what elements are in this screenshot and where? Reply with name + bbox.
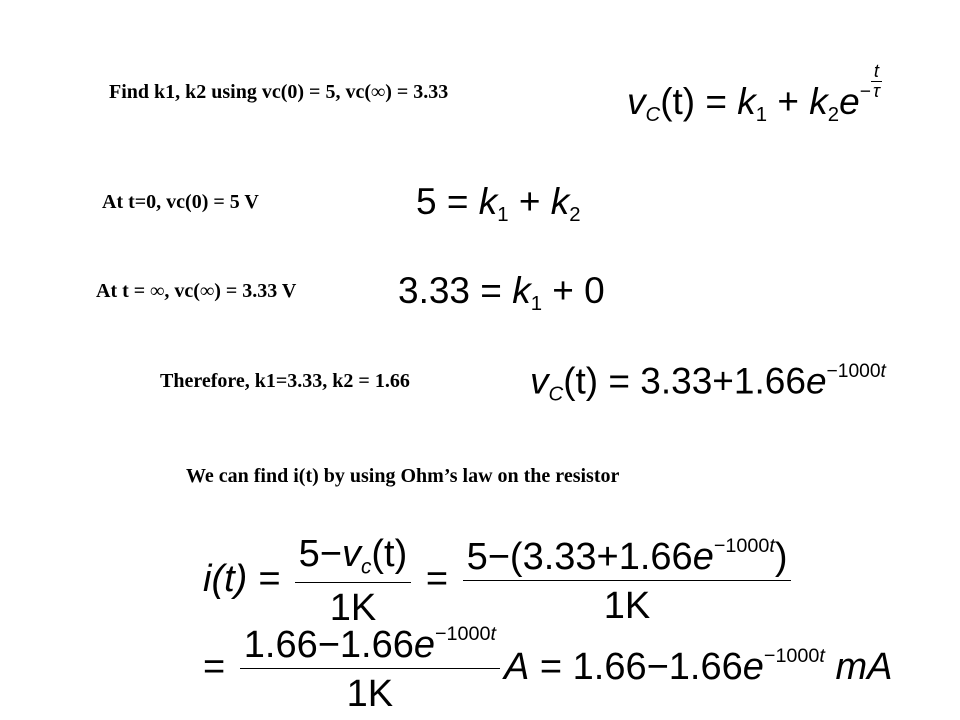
fraction-3 <box>240 625 500 713</box>
fraction-3-numerator <box>240 625 500 669</box>
eq-k1: k <box>737 81 756 123</box>
eq-k1: k <box>478 181 498 222</box>
eq-equals: = <box>203 645 236 688</box>
final-value-equation <box>398 272 605 314</box>
fraction-2-denominator: 1K <box>603 585 651 627</box>
num-arg: (t) <box>371 533 408 575</box>
num-exp-base: e <box>413 623 435 666</box>
current-equation-1 <box>203 533 795 630</box>
therefore-line: Therefore, k1=3.33, k2 = 1.66 <box>160 370 410 392</box>
num-close: ) <box>774 536 788 578</box>
eq-exp-num: t <box>871 62 882 82</box>
num-sub: c <box>360 555 372 579</box>
eq-k1-sub: 1 <box>755 104 768 127</box>
t-infinity-line: At t = ∞, vc(∞) = 3.33 V <box>96 280 297 302</box>
general-solution-equation <box>627 62 882 126</box>
eq-k2: k <box>550 181 570 222</box>
initial-condition-equation <box>416 183 581 225</box>
rhs-exp-t: t <box>819 645 825 668</box>
eq-rhs: 3.33+1.66 <box>640 360 806 402</box>
eq-k1-sub: 1 <box>530 293 543 316</box>
find-k-line: Find k1, k2 using vc(0) = 5, vc(∞) = 3.33 <box>109 81 449 103</box>
eq-var: v <box>627 81 646 123</box>
eq-plus: + <box>767 81 810 123</box>
eq-equals: = <box>415 558 459 601</box>
fraction-2 <box>463 537 792 625</box>
eq-var: v <box>530 360 549 402</box>
unit-ma: mA <box>824 645 893 688</box>
eq-sub: C <box>548 383 564 406</box>
num-var: v <box>341 533 361 575</box>
fraction-2-numerator <box>463 537 792 581</box>
num-exp: −1000 <box>713 535 770 558</box>
eq-arg: (t) = <box>563 360 641 402</box>
eq-exp: −1000 <box>826 361 881 382</box>
eq-k1: k <box>512 270 531 311</box>
eq-exp-t: t <box>880 361 886 382</box>
eq-exp-sign: − <box>859 81 871 103</box>
eq-k2: k <box>809 81 828 123</box>
eq-lhs: 3.33 = <box>398 270 513 311</box>
eq-arg: (t) = <box>660 81 738 123</box>
ohm-law-line: We can find i(t) by using Ohm’s law on the resistor <box>186 465 620 487</box>
eq-exp-den: τ <box>872 79 880 101</box>
t-zero-line: At t=0, vc(0) = 5 V <box>102 191 259 213</box>
eq-exp-base: e <box>805 360 827 402</box>
num-part: 5− <box>298 533 342 575</box>
eq-exp-fraction <box>871 62 882 100</box>
eq-rest: + 0 <box>542 270 605 311</box>
eq-rhs: = 1.66−1.66 <box>529 645 743 688</box>
eq-plus: + <box>508 181 551 222</box>
fraction-3-denominator: 1K <box>346 672 394 715</box>
num-part: 1.66−1.66 <box>243 623 414 666</box>
eq-k2-sub: 2 <box>827 104 840 127</box>
num-exp-t: t <box>490 623 496 645</box>
num-exp: −1000 <box>435 623 491 645</box>
eq-exp-base: e <box>839 81 860 123</box>
eq-k1-sub: 1 <box>497 204 509 227</box>
eq-lhs: 5 = <box>416 181 479 222</box>
rhs-exp-base: e <box>742 645 764 688</box>
fraction-1-numerator <box>295 535 412 583</box>
eq-k2-sub: 2 <box>569 204 581 227</box>
fraction-1 <box>295 533 412 630</box>
rhs-exp: −1000 <box>763 645 820 668</box>
eq-sub: C <box>645 104 661 127</box>
current-equation-2 <box>203 625 892 713</box>
num-exp-t: t <box>769 535 775 558</box>
eq-lhs: i(t) = <box>203 558 291 601</box>
fraction-1-denominator: 1K <box>329 587 377 630</box>
num-exp-base: e <box>692 536 714 578</box>
solution-equation <box>530 362 886 405</box>
unit-a: A <box>503 645 530 688</box>
num-part: 5−(3.33+1.66 <box>466 536 693 578</box>
